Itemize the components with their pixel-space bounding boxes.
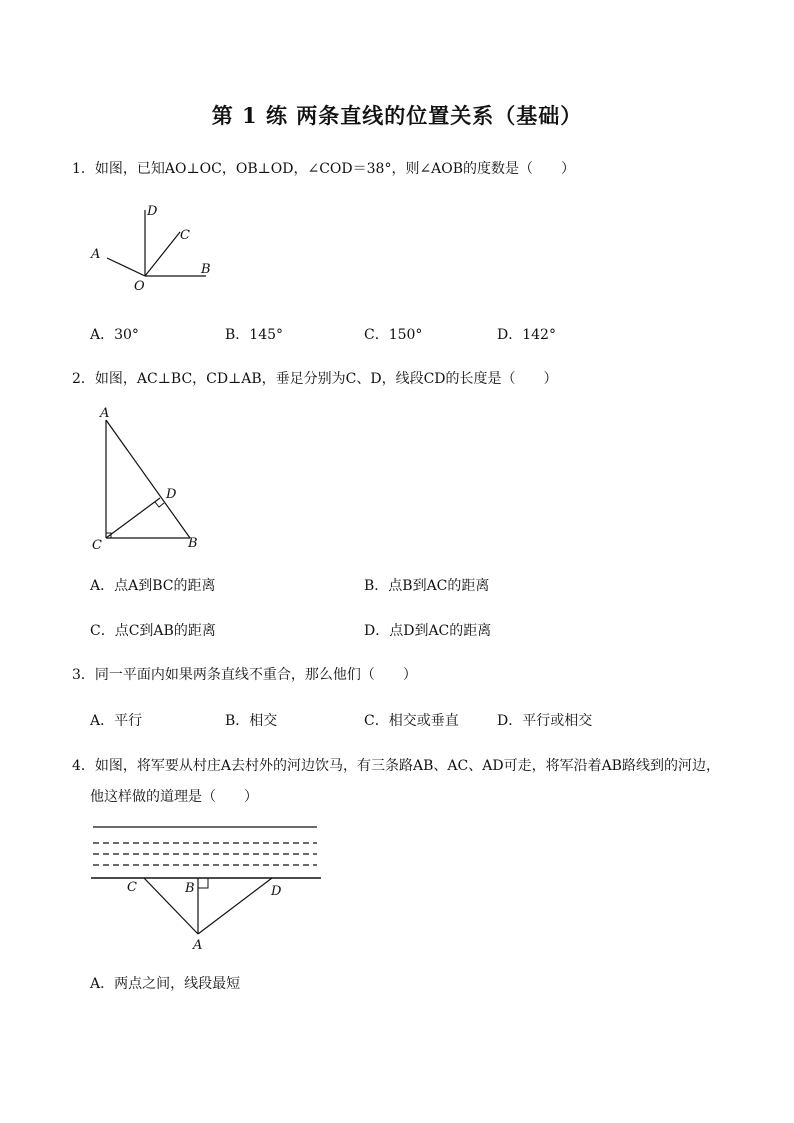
label-b: B xyxy=(188,536,198,551)
question-2-stem: 2．如图，AC⊥BC，CD⊥AB，垂足分别为C、D，线段CD的长度是（ ） xyxy=(72,371,558,387)
q1-option-b[interactable]: B．145° xyxy=(225,327,284,343)
page-title: 第 1 练 两条直线的位置关系（基础） xyxy=(211,103,583,128)
q2-option-b[interactable]: B．点B到AC的距离 xyxy=(364,578,490,594)
q2-option-a[interactable]: A．点A到BC的距离 xyxy=(90,578,216,594)
label-b: B xyxy=(185,881,195,896)
label-d: D xyxy=(147,204,158,219)
segment-cd xyxy=(106,498,160,538)
question-4-figure xyxy=(88,818,328,958)
segment-ab xyxy=(106,420,190,538)
label-a: A xyxy=(91,247,101,262)
label-b: B xyxy=(201,262,211,277)
question-3-stem: 3．同一平面内如果两条直线不重合，那么他们（ ） xyxy=(72,667,417,683)
ray-oc xyxy=(145,232,180,276)
q3-option-b[interactable]: B．相交 xyxy=(225,713,278,729)
q1-option-c[interactable]: C．150° xyxy=(364,327,423,343)
question-4-stem-line2: 他这样做的道理是（ ） xyxy=(90,789,258,805)
label-d: D xyxy=(166,487,177,502)
right-angle-mark-d xyxy=(155,502,164,507)
q1-option-d[interactable]: D．142° xyxy=(497,327,556,343)
q3-option-a[interactable]: A．平行 xyxy=(90,713,143,729)
ray-oa xyxy=(107,258,145,276)
q3-option-c[interactable]: C．相交或垂直 xyxy=(364,713,459,729)
q4-option-a[interactable]: A．两点之间，线段最短 xyxy=(90,976,241,992)
path-ad xyxy=(198,878,272,934)
question-1-figure xyxy=(82,198,222,298)
label-a: A xyxy=(100,406,110,421)
label-c: C xyxy=(92,538,102,553)
question-2-figure xyxy=(86,400,216,560)
label-c: C xyxy=(180,228,190,243)
q2-option-d[interactable]: D．点D到AC的距离 xyxy=(364,623,492,639)
question-1-stem: 1．如图，已知AO⊥OC，OB⊥OD，∠COD＝38°，则∠AOB的度数是（ ） xyxy=(72,161,576,177)
q2-option-c[interactable]: C．点C到AB的距离 xyxy=(90,623,216,639)
label-c: C xyxy=(127,880,137,895)
label-a: A xyxy=(193,938,203,953)
right-angle-mark-b xyxy=(198,878,208,888)
q1-option-a[interactable]: A．30° xyxy=(90,327,139,343)
label-o: O xyxy=(134,279,145,294)
label-d: D xyxy=(271,884,282,899)
question-4-stem-line1: 4．如图，将军要从村庄A去村外的河边饮马，有三条路AB、AC、AD可走，将军沿着AB路线到的河边， xyxy=(72,758,720,774)
q3-option-d[interactable]: D．平行或相交 xyxy=(497,713,593,729)
